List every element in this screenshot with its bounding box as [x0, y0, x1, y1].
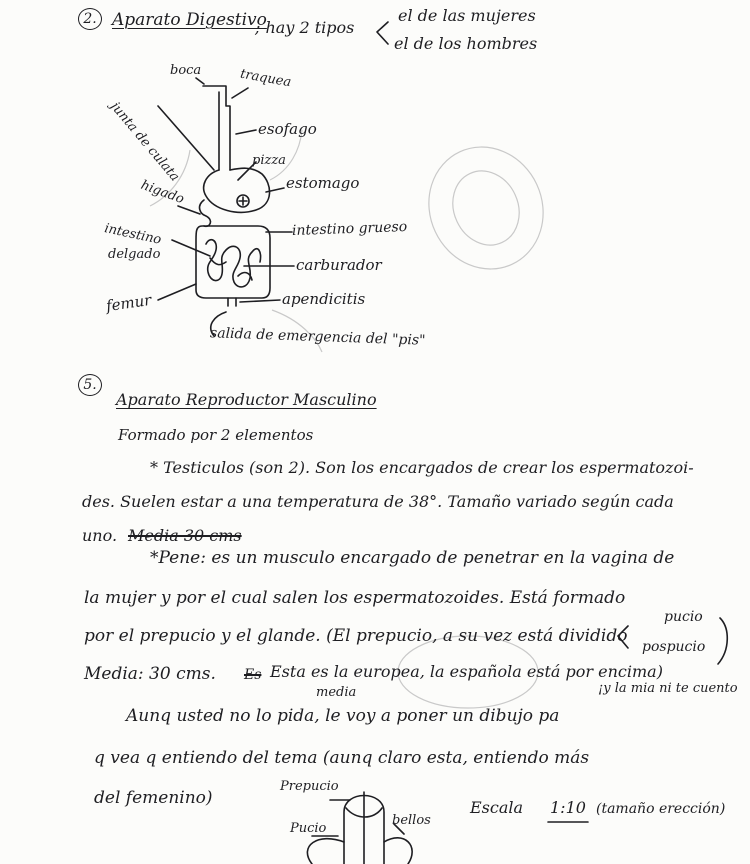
label-prepucio: Prepucio	[280, 779, 339, 794]
pene-line-3: por el prepucio y el glande. (El prepucio, a su vez está dividido	[84, 626, 628, 646]
label-pucio: Pucio	[290, 821, 327, 836]
label-esofago: esofago	[258, 120, 317, 138]
section-2-title: Aparato Digestivo	[112, 10, 267, 30]
testiculos-line-2: des. Suelen estar a una temperatura de 38°. Tamaño variado según cada	[82, 492, 674, 511]
label-femur: femur	[104, 290, 153, 316]
section-5-title: Aparato Reproductor Masculino	[116, 390, 377, 409]
label-pizza: pizza	[252, 153, 286, 168]
pene-line-4: Media: 30 cms.	[84, 664, 216, 684]
type-women: el de las mujeres	[398, 6, 536, 25]
label-traquea: traquea	[239, 66, 293, 91]
pene-line-2: la mujer y por el cual salen los espermatozoides. Está formado	[84, 588, 626, 608]
pene-line-1: *Pene: es un musculo encargado de penetrar en la vagina de	[150, 548, 675, 568]
label-higado: higado	[138, 177, 186, 208]
closing-line-3: del femenino)	[94, 788, 213, 808]
label-boca: boca	[170, 63, 202, 78]
label-bellos: bellos	[392, 813, 431, 828]
pene-struck-text: Es	[244, 667, 262, 683]
label-intestino-grueso: intestino grueso	[291, 218, 408, 240]
type-men: el de los hombres	[394, 34, 538, 53]
section-5-number: 5.	[78, 374, 102, 396]
pene-line-4-continued: Esta es la europea, la española está por encima)	[270, 662, 663, 681]
label-intestino-delgado-2: delgado	[108, 247, 161, 262]
closing-line-2: q vea q entiendo del tema (aunq claro esta, entiendo más	[94, 748, 590, 768]
closing-line-1: Aunq usted no lo pida, le voy a poner un dibujo pa	[126, 706, 560, 726]
label-estomago: estomago	[286, 174, 360, 192]
label-carburador: carburador	[296, 256, 382, 274]
brace-item-pucio: pucio	[664, 609, 703, 625]
label-intestino-delgado-1: intestino	[103, 221, 163, 248]
section-2-intro: ; hay 2 tipos	[255, 18, 355, 37]
label-junta-de-culata: junta de culata	[107, 99, 183, 185]
note-media: media	[316, 685, 357, 700]
note-mia: ¡y la mia ni te cuento	[598, 681, 738, 696]
scale-label: Escala	[470, 798, 524, 817]
testiculos-line-3: uno.	[82, 526, 118, 545]
section-2-number: 2.	[78, 8, 102, 30]
label-salida-emergencia: salida de emergencia del "pis"	[209, 325, 426, 349]
section-5-subtitle: Formado por 2 elementos	[118, 426, 314, 444]
scale-value: 1:10	[550, 798, 586, 817]
testiculos-struck-text: Media 30 cms	[128, 526, 242, 545]
label-apendicitis: apendicitis	[282, 290, 366, 308]
brace-item-pospucio: pospucio	[642, 639, 706, 655]
testiculos-line-1: * Testiculos (son 2). Son los encargados de crear los espermatozoi-	[150, 458, 694, 477]
scale-note: (tamaño erección)	[596, 801, 726, 817]
